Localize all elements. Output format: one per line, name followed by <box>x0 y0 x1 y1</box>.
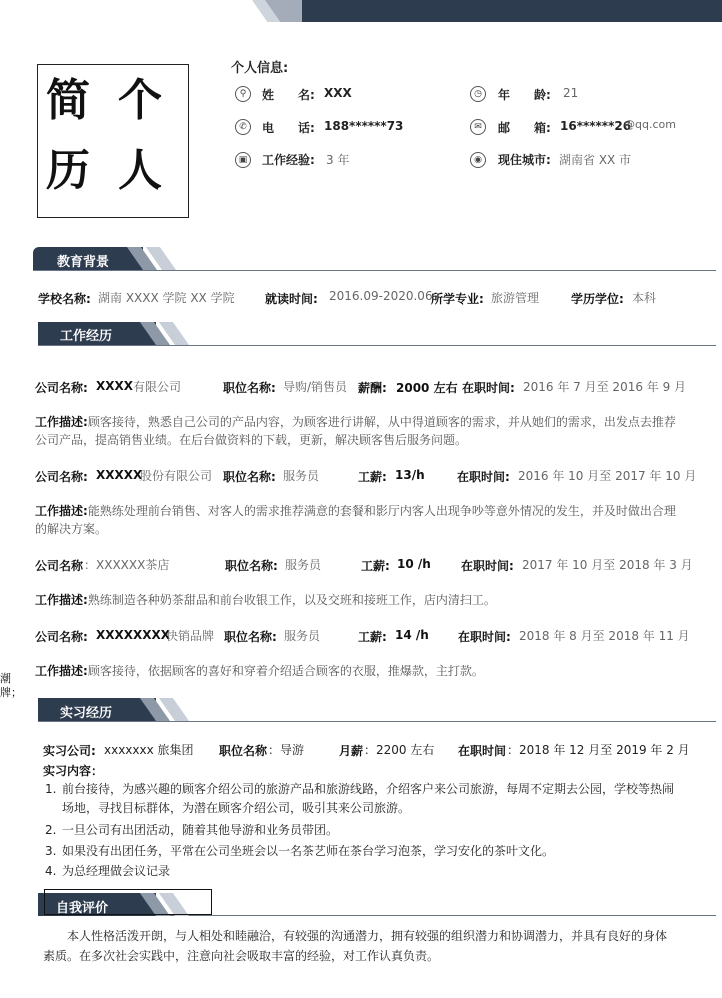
period-label: 在职时间: <box>457 470 510 484</box>
personal-info-title: 个人信息: <box>231 61 289 76</box>
intern-period-value: ：2018 年 12 月至 2019 年 2 月 <box>507 743 690 757</box>
mail-icon: ✉ <box>470 119 486 135</box>
age-value: 21 <box>563 86 579 100</box>
intern-period-label: 在职时间 <box>458 744 507 758</box>
description-text: 能熟练处理前台销售、对客人的需求推荐满意的套餐和影厅内客人出现争吵等意外情况的发生，并及时做出合理的解决方案。 <box>35 504 676 536</box>
position-value: 导购/销售员 <box>283 380 348 394</box>
phone-label: 电 话: <box>262 121 315 135</box>
side-overflow-text: 潮牌； <box>0 672 22 699</box>
self-eval-title: 自我评价 <box>56 901 109 916</box>
phone-value: 188******73 <box>324 119 404 133</box>
study-time-value: 2016.09-2020.06 <box>329 289 433 303</box>
intern-content-label: 实习内容： <box>43 764 104 778</box>
description-label: 工作描述: <box>35 504 88 518</box>
intern-company-label: 实习公司: <box>43 744 96 758</box>
job-description <box>35 502 685 538</box>
intern-company-value: xxxxxxx 旅集团 <box>104 743 194 757</box>
company-suffix: 股份有限公司 <box>140 469 213 483</box>
company-label: 公司名称 <box>35 559 84 573</box>
period-value: 2017 年 10 月至 2018 年 3 月 <box>522 558 693 572</box>
period-value: 2018 年 8 月至 2018 年 11 月 <box>519 629 690 643</box>
position-label: 职位名称: <box>223 470 276 484</box>
list-number: 3. <box>45 844 57 858</box>
briefcase-icon: ▣ <box>235 152 251 168</box>
phone-icon: ✆ <box>235 119 251 135</box>
list-number: 4. <box>45 864 57 878</box>
company-label: 公司名称: <box>35 630 88 644</box>
study-time-label: 就读时间: <box>265 292 318 306</box>
work-divider <box>38 345 716 346</box>
position-value: 服务员 <box>285 558 322 572</box>
calendar-icon: ◷ <box>470 86 486 102</box>
period-label: 在职时间: <box>458 630 511 644</box>
name-char-1: 简 <box>46 75 90 126</box>
city-label: 现住城市: <box>498 153 551 167</box>
user-icon: ⚲ <box>235 86 251 102</box>
company-name: XXXX <box>96 379 134 393</box>
salary-label: 工薪: <box>358 630 387 644</box>
list-number: 2. <box>45 823 57 837</box>
salary-label: 工薪: <box>358 470 387 484</box>
position-value: 服务员 <box>283 469 320 483</box>
intern-position-value: ：导游 <box>268 743 305 757</box>
name-label: 姓 名: <box>262 88 315 102</box>
position-value: 服务员 <box>284 629 321 643</box>
period-value: 2016 年 7 月至 2016 年 9 月 <box>523 380 687 394</box>
company-label: 公司名称: <box>35 381 88 395</box>
school-value: 湖南 XXXX 学院 XX 学院 <box>98 291 235 305</box>
company-label: 公司名称: <box>35 470 88 484</box>
intern-position-label: 职位名称 <box>219 744 268 758</box>
description-text: 顾客接待，熟悉自己公司的产品内容，为顾客进行讲解，从中得道顾客的需求，并从她们的需求，出发点去推荐公司产品，提高销售业绩。在后台做资料的下载，更新，解决顾客售后服务问题。 <box>35 415 676 447</box>
description-label: 工作描述: <box>35 415 88 429</box>
salary-label: 薪酬: <box>358 381 387 395</box>
position-label: 职位名称: <box>224 630 277 644</box>
name-box <box>37 64 189 218</box>
email-domain: @qq.com <box>624 118 676 131</box>
degree-label: 学历学位: <box>571 292 624 306</box>
position-label: 职位名称: <box>223 381 276 395</box>
school-label: 学校名称: <box>38 292 91 306</box>
age-label: 年 龄: <box>498 88 551 102</box>
list-text: 前台接待，为感兴趣的顾客介绍公司的旅游产品和旅游线路，介绍客户来公司旅游，每周不定期去公园，学校等热闹场地，寻找目标群体，为潜在顾客介绍公司，吸引其来公司旅游。 <box>62 782 675 815</box>
company-suffix: 有限公司 <box>133 380 182 394</box>
name-char-4: 人 <box>118 145 162 196</box>
description-label: 工作描述: <box>35 593 88 607</box>
email-value: 16******26 <box>560 119 632 133</box>
name-value: XXX <box>324 86 352 100</box>
period-label: 在职时间: <box>461 559 514 573</box>
list-number: 1. <box>45 782 57 796</box>
description-label: 工作描述: <box>35 664 88 678</box>
intern-salary-label: 月薪 <box>339 744 364 758</box>
salary-value: 13/h <box>395 468 425 482</box>
intern-salary-value: ：2200 左右 <box>364 743 435 757</box>
major-label: 所学专业: <box>431 292 484 306</box>
city-value: 湖南省 XX 市 <box>559 153 632 167</box>
top-banner <box>302 0 722 22</box>
list-text: 一旦公司有出团活动，随着其他导游和业务员带团。 <box>62 823 339 837</box>
company-name: XXXXX <box>96 468 143 482</box>
company-suffix: 快销品牌 <box>166 629 215 643</box>
internship-divider <box>38 721 716 722</box>
list-text: 为总经理做会议记录 <box>62 864 171 878</box>
work-title: 工作经历 <box>60 329 113 344</box>
self-eval-text: 本人性格活泼开朗，与人相处和睦融洽，有较强的沟通潜力，拥有较强的组织潜力和协调潜力，并具有良好的身体素质。在多次社会实践中，注意向社会吸取丰富的经验，对工作认真负责。 <box>43 929 668 963</box>
list-item <box>45 780 685 820</box>
salary-value: 2000 左右 <box>396 381 458 395</box>
period-value: 2016 年 10 月至 2017 年 10 月 <box>518 469 697 483</box>
salary-label: 工薪: <box>361 559 390 573</box>
major-value: 旅游管理 <box>491 291 540 305</box>
email-label: 邮 箱: <box>498 121 551 135</box>
description-text: 顾客接待，依据顾客的喜好和穿着介绍适合顾客的衣服，推爆款，主打款。 <box>87 664 484 678</box>
position-label: 职位名称: <box>225 559 278 573</box>
list-item <box>45 821 685 841</box>
company-name: XXXXXXXX <box>96 628 171 642</box>
period-label: 在职时间: <box>462 381 515 395</box>
list-item <box>45 842 685 862</box>
name-char-3: 历 <box>46 145 90 196</box>
name-char-2: 个 <box>118 75 162 126</box>
degree-value: 本科 <box>632 291 657 305</box>
list-text: 如果没有出团任务，平常在公司坐班会以一名茶艺师在茶台学习泡茶，学习安化的茶叶文化。 <box>62 844 555 858</box>
job-description <box>35 662 685 680</box>
internship-title: 实习经历 <box>60 706 113 721</box>
experience-label: 工作经验: <box>262 153 315 167</box>
salary-value: 10 /h <box>397 557 431 571</box>
salary-value: 14 /h <box>395 628 429 642</box>
description-text: 熟练制造各种奶茶甜品和前台收银工作，以及交班和接班工作，店内清扫工。 <box>87 593 496 607</box>
experience-value: 3 年 <box>326 153 350 167</box>
list-item <box>45 862 685 882</box>
job-description <box>35 413 685 449</box>
job-description <box>35 591 685 609</box>
education-title: 教育背景 <box>57 255 110 270</box>
company-suffix: ：XXXXXX茶店 <box>84 558 170 572</box>
education-divider <box>33 270 716 271</box>
location-icon: ◉ <box>470 152 486 168</box>
